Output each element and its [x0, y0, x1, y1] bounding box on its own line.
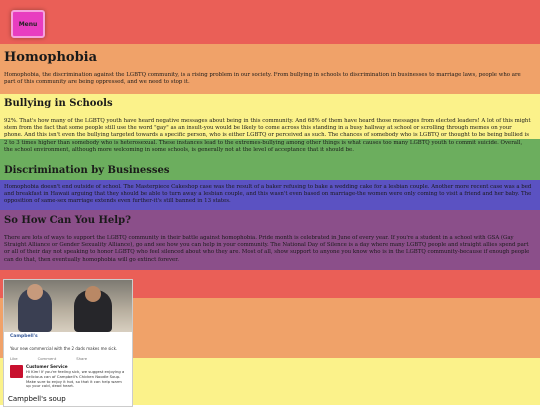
campbells-image-card — [3, 279, 133, 407]
post-text: Your new commercial with the 2 dads makes me sick. — [10, 346, 118, 351]
help-paragraph: There are lots of ways to support the LGBTQ community in their battle against homophobia. Pride month is celebrated in June of every year. If you're a student in a school with GSA (Gay Straight Alliance or Gender Sexuality Alliance), go and see how you can help in your community. The National Day of Silence is a day where many LGBTQ people and straight allies spend part or all of their day not speaking to honor LGBTQ who feel silenced about who they are. Most of all, show support to anyone you know who is in the LGBTQ community-because if enough people can do that, then eventually homophobia will go extinct forever. — [4, 235, 530, 263]
father-figure-1 — [18, 288, 52, 332]
help-heading: So How Can You Help? — [4, 215, 131, 226]
reply-text: Hi Kim! If you're feeling sick, we suggest enjoying a delicious can of Campbell's Chicken Noodle Soup. Make sure to enjoy it hot, so that it can help warm up your cold, dead heart. — [26, 369, 125, 389]
campbells-logo-icon — [10, 365, 23, 378]
post-author: Campbell's — [10, 334, 38, 339]
reply-author: Customer Service — [26, 364, 68, 369]
bullying-paragraph: 92%. That's how many of the LGBTQ youth have heard negative messages about being in this community. And 68% of them have heard those messages from elected leaders! A lot of this might stem from the fact that some people still use the word "gay" as an insult-you would be likely to come across this standing in a busy hallway at school or scrolling through memes on your phone. And this isn't even the bullying targeted towards a specific person, who is either LGBTQ or perceived as such. The chances of somebody who is LGBTQ or thought to be being bullied is 2 to 3 times higher than somebody who is heterosexual. These instances lead to the extremes-bullying among other things is what causes too many LGBTQ youth to commit suicide. Overall, the school environment, although more welcoming in some schools, is generally not at the level of acceptance that it should be. — [4, 118, 531, 153]
share-action: Share — [76, 356, 88, 361]
menu-button[interactable]: Menu — [11, 10, 45, 38]
discrimination-paragraph: Homophobia doesn't end outside of school. The Masterpiece Cakeshop case was the result of a baker refusing to bake a wedding cake for a lesbian couple. Another more recent case was a bed and breakfast in Hawaii arguing that they should be able to turn away a lesbian couple, and this wasn't even based on marriage-the women were only coming to visit a friend and her baby. The opposition of same-sex marriage extends even further-it's still banned in 13 states. — [4, 184, 532, 205]
stripe-red — [0, 0, 540, 44]
post-actions — [10, 356, 87, 361]
father-figure-2 — [74, 290, 112, 332]
comment-action: Comment — [37, 356, 57, 361]
like-action: Like — [10, 356, 18, 361]
intro-paragraph: Homophobia, the discrimination against the LGBTQ community, is a rising problem in our society. From bullying in schools to discrimination in businesses to marriage laws, people who are part of this community are being oppressed, and we need to stop it. — [4, 72, 521, 86]
commercial-photo — [4, 280, 132, 332]
page-title: Homophobia — [4, 50, 98, 65]
image-caption: Campbell's soup — [8, 395, 66, 403]
discrimination-heading: Discrimination by Businesses — [4, 165, 170, 176]
bullying-heading: Bullying in Schools — [4, 98, 113, 109]
